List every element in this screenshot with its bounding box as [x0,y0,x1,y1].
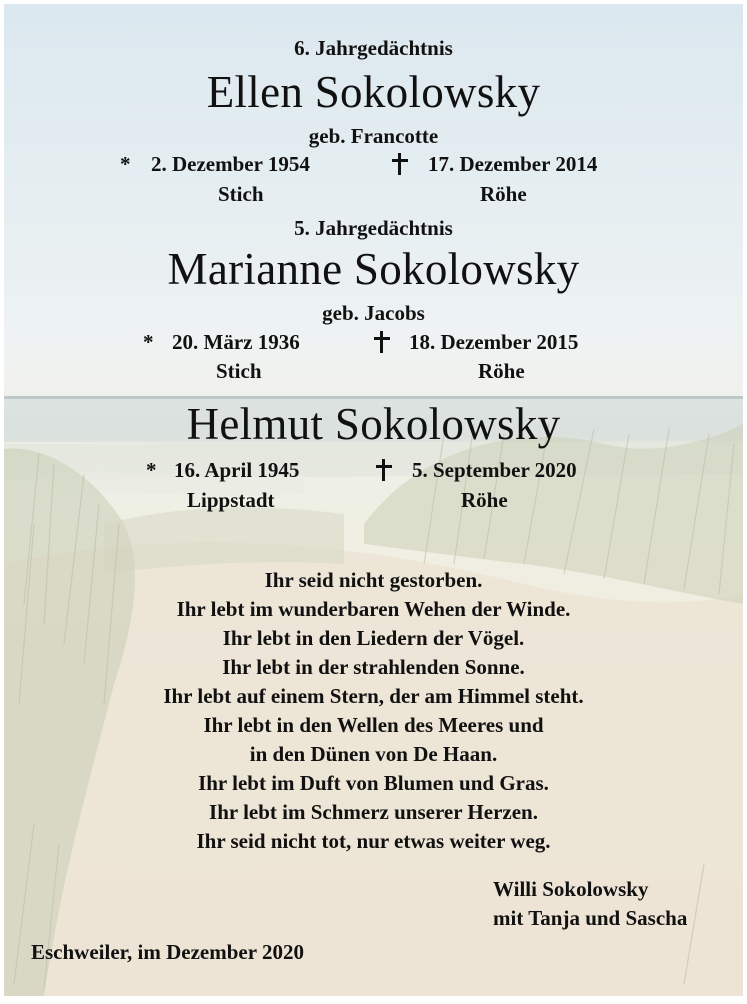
signature-line: mit Tanja und Sascha [493,906,688,930]
poem-line: Ihr lebt im Schmerz unserer Herzen. [209,800,538,824]
poem-line: Ihr lebt im wunderbaren Wehen der Winde. [176,597,571,621]
poem-line: Ihr lebt im Duft von Blumen und Gras. [198,771,549,795]
poem-line: Ihr lebt in der strahlenden Sonne. [222,655,525,679]
birth-symbol: * [143,330,154,354]
person-name: Marianne Sokolowsky [167,244,580,294]
poem-line: Ihr seid nicht gestorben. [264,568,483,592]
person-name: Ellen Sokolowsky [206,67,541,117]
birth-name: geb. Francotte [308,124,439,148]
poem-line: Ihr seid nicht tot, nur etwas weiter weg. [196,829,551,853]
death-date: 18. Dezember 2015 [409,330,579,354]
birth-symbol: * [120,152,131,176]
anniversary-label: 5. Jahrgedächtnis [294,216,453,240]
birth-date: 2. Dezember 1954 [151,152,310,176]
cross-icon [376,459,392,481]
death-place: Röhe [478,359,525,383]
poem-line: Ihr lebt in den Liedern der Vögel. [222,626,525,650]
birth-place: Stich [218,182,264,206]
cross-icon [392,153,408,175]
birth-place: Lippstadt [187,488,275,512]
place-date: Eschweiler, im Dezember 2020 [31,940,304,964]
obituary-notice [4,4,743,996]
birth-place: Stich [216,359,262,383]
signature-line: Willi Sokolowsky [493,877,649,901]
poem-line: Ihr lebt in den Wellen des Meeres und [203,713,544,737]
birth-date: 16. April 1945 [174,458,300,482]
birth-symbol: * [146,458,157,482]
poem-line: Ihr lebt auf einem Stern, der am Himmel steht. [163,684,584,708]
anniversary-label: 6. Jahrgedächtnis [294,36,453,60]
poem-line: in den Dünen von De Haan. [249,742,498,766]
death-date: 17. Dezember 2014 [428,152,598,176]
birth-date: 20. März 1936 [172,330,300,354]
death-place: Röhe [461,488,508,512]
death-place: Röhe [480,182,527,206]
cross-icon [374,331,390,353]
birth-name: geb. Jacobs [322,301,425,325]
death-date: 5. September 2020 [412,458,577,482]
person-name: Helmut Sokolowsky [186,399,561,449]
